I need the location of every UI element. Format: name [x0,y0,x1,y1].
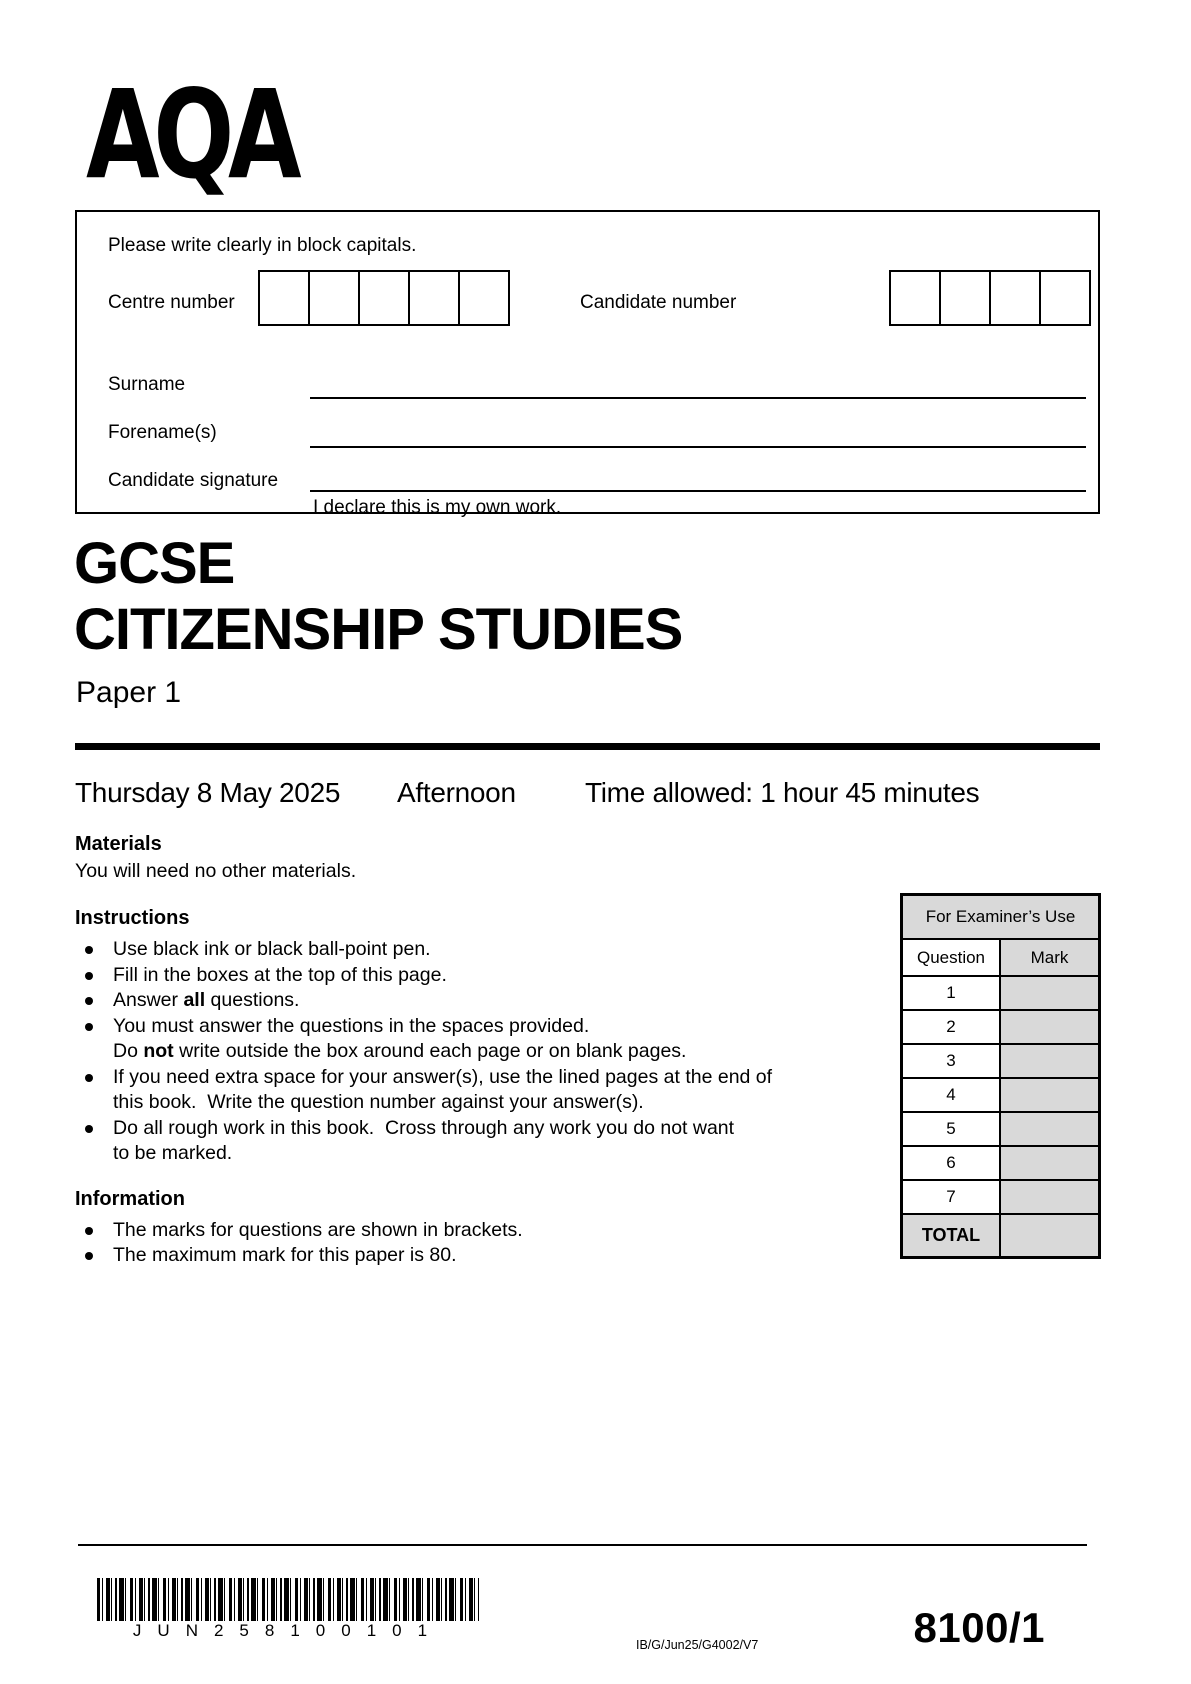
centre-number-cell-4[interactable] [408,270,460,326]
examiner-row-question-1 [903,977,1098,1011]
bullet-line: Fill in the boxes at the top of this page. [113,963,447,986]
bullet-item [75,937,825,963]
examiner-table-title: For Examiner’s Use [903,896,1098,940]
centre-number-label: Centre number [108,292,235,313]
examiner-use-table [900,893,1101,1259]
footer-rule [78,1544,1087,1546]
centre-number-cell-1[interactable] [258,270,310,326]
bullet-line: Use black ink or black ball-point pen. [113,938,431,960]
bullet-item [75,1116,825,1167]
bullet-item [75,1014,825,1065]
bullet-item [75,1218,825,1244]
bullet-item [75,1243,825,1269]
aqa-logo: AQA [86,64,296,206]
block-capitals-instruction: Please write clearly in block capitals. [108,235,417,256]
barcode [97,1578,479,1641]
question-number: 6 [903,1147,1001,1179]
bullet-icon [85,972,93,980]
centre-number-cell-5[interactable] [458,270,510,326]
mark-cell [1001,1079,1098,1111]
instructions-heading: Instructions [75,907,190,929]
forenames-field[interactable] [310,402,1086,448]
question-number: 5 [903,1113,1001,1145]
bullet-line: Do not write outside the box around each page or on blank pages. [113,1040,687,1062]
bullet-icon [85,1227,93,1235]
bullet-line: this book. Write the question number against your answer(s). [113,1091,644,1113]
mark-cell [1001,1045,1098,1077]
bullet-line: The marks for questions are shown in brackets. [113,1218,523,1241]
barcode-text: JUN258100101 [97,1621,479,1641]
candidate-details-box [75,210,1100,518]
bullet-item [75,1065,825,1116]
mark-column-header: Mark [1001,940,1098,975]
exam-session: Afternoon [397,777,516,808]
examiner-row-question-2 [903,1011,1098,1045]
bullet-line: Do all rough work in this book. Cross through any work you do not want [113,1116,735,1139]
paper-code: 8100/1 [913,1604,1045,1651]
bullet-item [75,988,825,1014]
reference-code: IB/G/Jun25/G4002/V7 [636,1638,759,1652]
examiner-row-question-4 [903,1079,1098,1113]
materials-heading: Materials [75,833,162,855]
bullet-line: Answer all questions. [113,989,300,1011]
surname-field[interactable] [310,352,1086,399]
candidate-number-cell-1[interactable] [889,270,941,326]
bullet-icon [85,997,93,1005]
bullet-icon [85,946,93,954]
total-label: TOTAL [903,1215,1001,1256]
candidate-number-cell-3[interactable] [989,270,1041,326]
question-column-header: Question [903,940,1001,975]
bullet-line: If you need extra space for your answer(s), use the lined pages at the end of [113,1065,773,1088]
materials-body: You will need no other materials. [75,860,357,882]
mark-cell [1001,1181,1098,1213]
examiner-row-question-6 [903,1147,1098,1181]
mark-cell [1001,1147,1098,1179]
candidate-signature-label: Candidate signature [108,470,279,491]
examiner-row-question-3 [903,1045,1098,1079]
qualification-title: GCSE [74,531,235,596]
candidate-number-cell-2[interactable] [939,270,991,326]
bullet-line: to be marked. [113,1142,233,1164]
bullet-icon [85,1074,93,1082]
bullet-item [75,963,825,989]
examiner-row-question-5 [903,1113,1098,1147]
centre-number-boxes [258,270,510,326]
bullet-line: The maximum mark for this paper is 80. [113,1244,457,1266]
title-divider-rule [75,743,1100,750]
information-list [75,1218,825,1269]
centre-number-cell-2[interactable] [308,270,360,326]
bullet-icon [85,1125,93,1133]
information-heading: Information [75,1187,185,1210]
mark-cell [1001,1113,1098,1145]
bullet-icon [85,1023,93,1031]
forenames-label: Forename(s) [108,422,217,443]
bullet-line: You must answer the questions in the spaces provided. [113,1014,590,1037]
mark-cell [1001,1011,1098,1043]
candidate-number-cell-4[interactable] [1039,270,1091,326]
candidate-number-boxes [889,270,1091,326]
bullet-icon [85,1252,93,1260]
total-mark-cell [1001,1215,1098,1256]
examiner-table-header-row [903,940,1098,977]
subject-title: CITIZENSHIP STUDIES [74,597,683,662]
signature-field[interactable] [310,448,1086,492]
question-number: 7 [903,1181,1001,1213]
examiner-row-question-7 [903,1181,1098,1215]
declaration-text: I declare this is my own work. [313,497,562,518]
time-allowed: Time allowed: 1 hour 45 minutes [585,777,980,808]
instructions-list [75,937,825,1167]
front-page-notes [75,833,825,1269]
examiner-total-row [903,1215,1098,1256]
question-number: 3 [903,1045,1001,1077]
question-number: 2 [903,1011,1001,1043]
exam-date: Thursday 8 May 2025 [75,777,341,808]
centre-number-cell-3[interactable] [358,270,410,326]
candidate-number-label: Candidate number [580,292,737,313]
surname-label: Surname [108,374,186,395]
question-number: 4 [903,1079,1001,1111]
mark-cell [1001,977,1098,1009]
question-number: 1 [903,977,1001,1009]
paper-number: Paper 1 [76,676,182,709]
